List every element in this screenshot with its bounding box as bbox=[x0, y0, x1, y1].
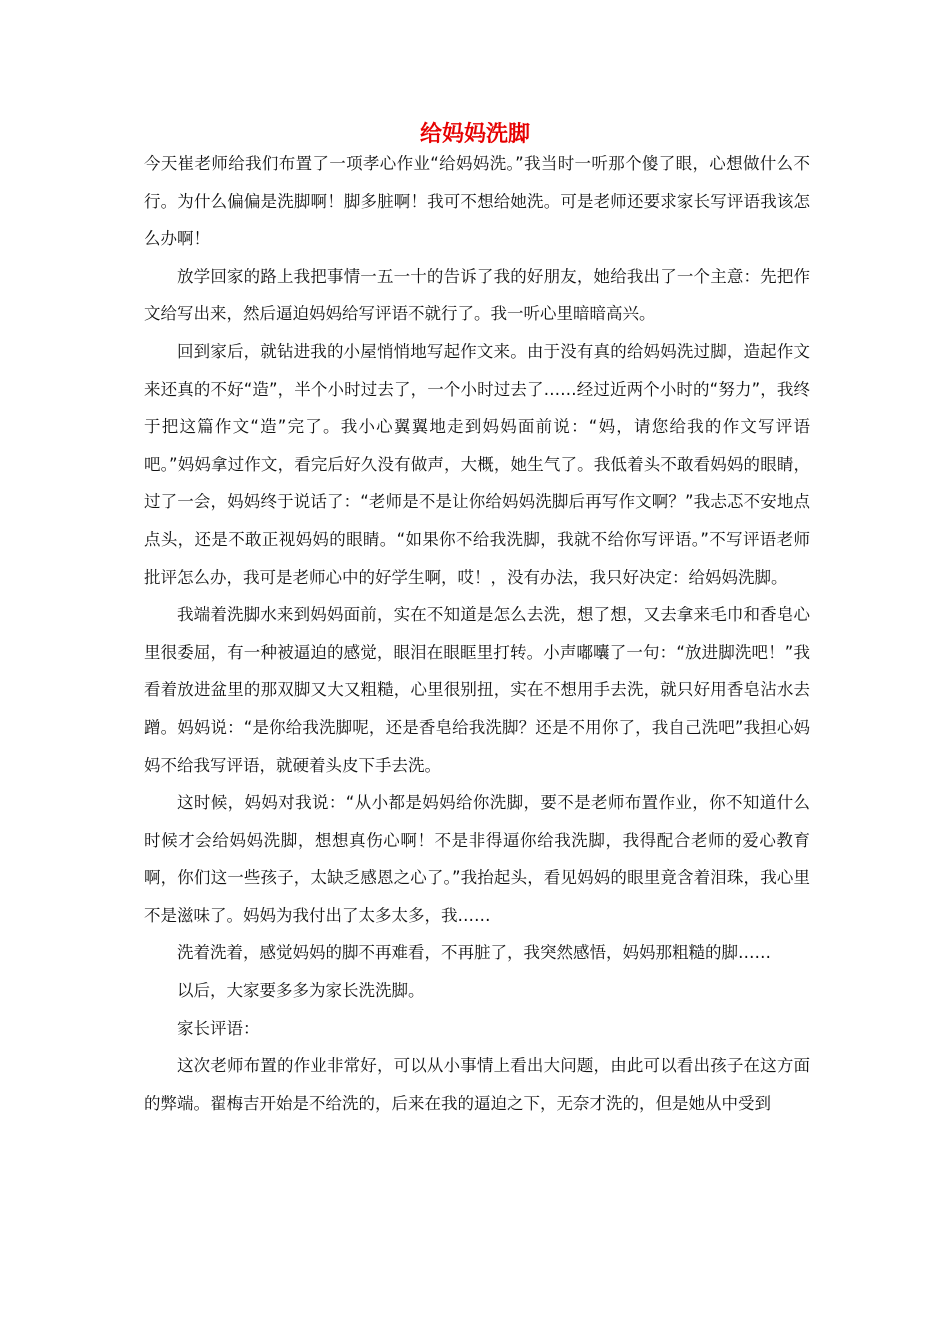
paragraph: 这时候，妈妈对我说：“从小都是妈妈给你洗脚，要不是老师布置作业，你不知道什么时候才会给妈妈洗脚，想想真伤心啊！不是非得逼你给我洗脚，我得配合老师的爱心教育啊，你们这一些孩子，太缺乏感恩之心了。”我抬起头，看见妈妈的眼里竟含着泪珠，我心里不是滋味了。妈妈为我付出了太多太多，我…… bbox=[144, 793, 810, 925]
page-title: 给妈妈洗脚 bbox=[419, 122, 530, 147]
document-body bbox=[144, 145, 810, 1122]
paragraph: 放学回家的路上我把事情一五一十的告诉了我的好朋友，她给我出了一个主意：先把作文给写出来，然后逼迫妈妈给写评语不就行了。我一听心里暗暗高兴。 bbox=[144, 266, 810, 324]
paragraph: 家长评语： bbox=[177, 1018, 260, 1038]
paragraph: 今天崔老师给我们布置了一项孝心作业“给妈妈洗。”我当时一听那个傻了眼，心想做什么不行。为什么偏偏是洗脚啊！脚多脏啊！我可不想给她洗。可是老师还要求家长写评语我该怎么办啊！ bbox=[144, 154, 810, 249]
paragraph: 回到家后，就钻进我的小屋悄悄地写起作文来。由于没有真的给妈妈洗过脚，造起作文来还真的不好“造”，半个小时过去了，一个小时过去了……经过近两个小时的“努力”，我终于把这篇作文“造”完了。我小心翼翼地走到妈妈面前说：“妈，请您给我的作文写评语吧。”妈妈拿过作文，看完后好久没有做声，大概，她生气了。我低着头不敢看妈妈的眼睛，过了一会，妈妈终于说话了：“老师是不是让你给妈妈洗脚后再写作文啊？”我忐忑不安地点点头，还是不敢正视妈妈的眼睛。“如果你不给我洗脚，我就不给你写评语。”不写评语老师批评怎么办，我可是老师心中的好学生啊，哎！，没有办法，我只好决定：给妈妈洗脚。 bbox=[144, 341, 810, 587]
paragraph: 我端着洗脚水来到妈妈面前，实在不知道是怎么去洗，想了想，又去拿来毛巾和香皂心里很委屈，有一种被逼迫的感觉，眼泪在眼眶里打转。小声嘟囔了一句：“放进脚洗吧！”我看着放进盆里的那双脚又大又粗糙，心里很别扭，实在不想用手去洗，就只好用香皂沾水去蹭。妈妈说：“是你给我洗脚呢，还是香皂给我洗脚？还是不用你了，我自己洗吧”我担心妈妈不给我写评语，就硬着头皮下手去洗。 bbox=[144, 605, 810, 775]
paragraph: 以后，大家要多多为家长洗洗脚。 bbox=[177, 981, 425, 1001]
paragraph: 洗着洗着，感觉妈妈的脚不再难看，不再脏了，我突然感悟，妈妈那粗糙的脚…… bbox=[177, 943, 771, 963]
paragraph: 这次老师布置的作业非常好，可以从小事情上看出大问题，由此可以看出孩子在这方面的弊端。翟梅吉开始是不给洗的，后来在我的逼迫之下，无奈才洗的，但是她从中受到 bbox=[144, 1056, 810, 1113]
